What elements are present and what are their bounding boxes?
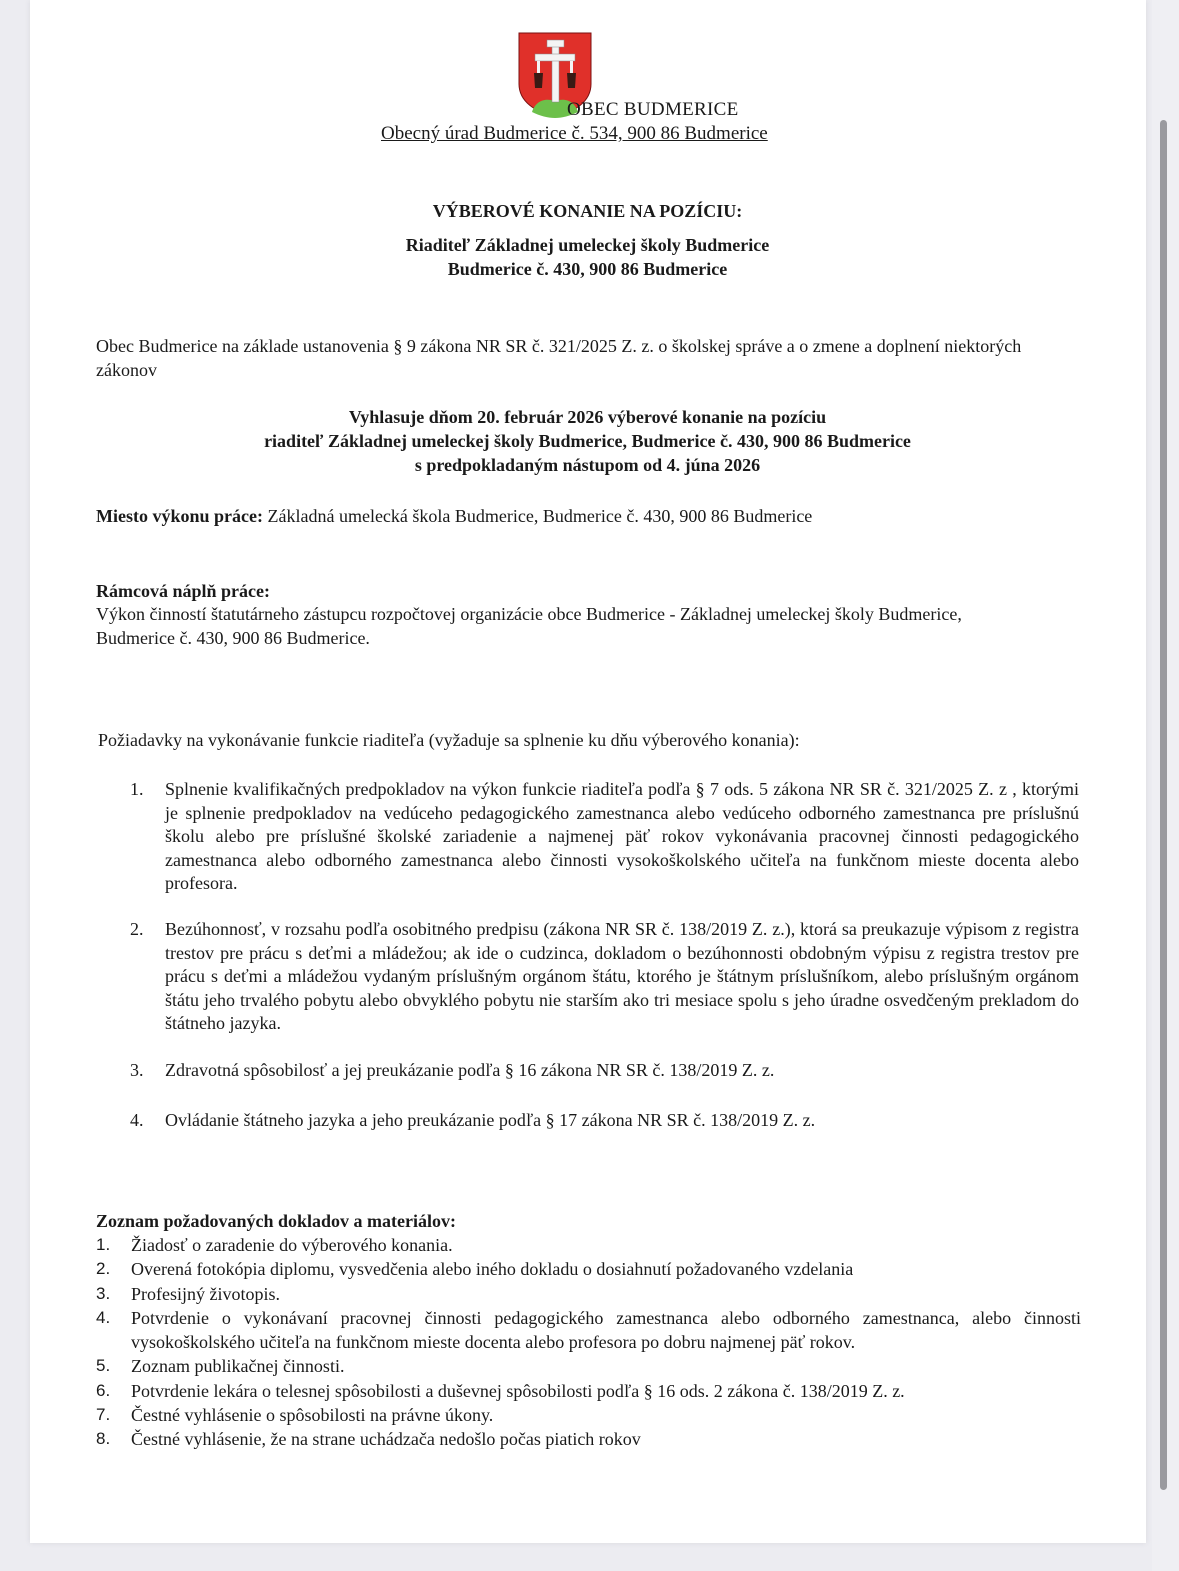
job-scope-line-1: Výkon činností štatutárneho zástupcu rozpočtovej organizácie obce Budmerice - Základnej umeleckej školy Budmerice,: [96, 604, 962, 624]
document-page: OBEC BUDMERICE Obecný úrad Budmerice č. 534, 900 86 Budmerice VÝBEROVÉ KONANIE NA POZÍCIU: Riaditeľ Základnej umeleckej školy Budmerice Budmerice č. 430, 900 86 Budmerice Obec Budmerice na základe ustanovenia § 9 zákona NR SR č. 321/2025 Z. z. o školskej správe a o zmene a doplnení niektorých zákonov Vyhlasuje dňom 20. február 2026 výberové konanie na pozíciu riaditeľ Základnej umeleckej školy Budmerice, Budmerice č. 430, 900 86 Budmerice s predpokladaným nástupom od 4. júna 2026 Miesto výkonu práce: Základná umelecká škola Budmerice, Budmerice č. 430, 900 86 Budmerice Rámcová náplň práce: Výkon činností štatutárneho zástupcu rozpočtovej organizácie obce Budmerice - Základnej umeleckej školy Budmerice, Budmerice č. 430, 900 86 Budmerice. Požiadavky na vykonávanie funkcie riaditeľa (vyžaduje sa splnenie ku dňu výberového konania): 1. Splnenie kvalifikačných predpokladov na výkon funkcie riaditeľa podľa § 7 ods. 5 zákona NR SR č. 321/2025 Z. z , ktorými je splnenie predpokladov na vedúceho pedagogického zamestnanca alebo vedúceho odborného zamestnanca pre príslušnú školu alebo pre príslušné školské zariadenie a najmenej päť rokov vykonávania pracovnej činnosti pedagogického zamestnanca alebo odborného zamestnanca alebo činnosti vysokoškolského učiteľa na funkčnom mieste docenta alebo profesora. 2. Bezúhonnosť, v rozsahu podľa osobitného predpisu (zákona NR SR č. 138/2019 Z. z.), ktorá sa preukazuje výpisom z registra trestov pre prácu s deťmi a mládežou; ak ide o cudzinca, dokladom o bezúhonnosti obdobným výpisu z registra trestov pre prácu s deťmi a mládežou vydaným príslušným orgánom štátu, ktorého je štátnym príslušníkom, alebo príslušným orgánom štátu jeho trvalého pobytu alebo obvyklého pobytu nie starším ako tri mesiace spolu s jeho úradne osvedčeným prekladom do štátneho jazyka. 3. Zdravotná spôsobilosť a jej preukázanie podľa § 16 zákona NR SR č. 138/2019 Z. z. 4. Ovládanie štátneho jazyka a jeho preukázanie podľa § 17 zákona NR SR č. 138/2019 Z. z. Zoznam požadovaných dokladov a materiálov: 1. Žiadosť o zaradenie do výberového konania. 2. Overená fotokópia diplomu, vysvedčenia alebo iného dokladu o dosiahnutí požadovaného vzdelania 3. Profesijný životopis. 4. Potvrdenie o vykonávaní pracovnej činnosti pedagogického zamestnanca alebo odborného zamestnanca, alebo činnosti vysokoškolského učiteľa na funkčnom mieste docenta alebo profesora po dobru najmenej päť rokov. 5. Zoznam publikačnej činnosti. 6. Potvrdenie lekára o telesnej spôsobilosti a duševnej spôsobilosti podľa § 16 ods. 2 zákona č. 138/2019 Z. z. 7. Čestné vyhlásenie o spôsobilosti na právne úkony. 8. Čestné vyhlásenie, že na strane uchádzača nedošlo počas piatich rokov: [30, 0, 1146, 1543]
document-item: 1. Žiadosť o zaradenie do výberového konania.: [96, 1235, 453, 1255]
document-item: 5. Zoznam publikačnej činnosti.: [96, 1356, 345, 1377]
position-address: Budmerice č. 430, 900 86 Budmerice: [447, 259, 728, 279]
requirements-intro: Požiadavky na vykonávanie funkcie riaditeľa (vyžaduje sa splnenie ku dňu výberového konania):: [98, 730, 800, 750]
document-item: 8. Čestné vyhlásenie, že na strane uchádzača nedošlo počas piatich rokov: [96, 1429, 641, 1450]
position-title: Riaditeľ Základnej umeleckej školy Budmerice: [405, 235, 770, 255]
document-item: 6. Potvrdenie lekára o telesnej spôsobilosti a duševnej spôsobilosti podľa § 16 ods. 2 zákona č. 138/2019 Z. z.: [96, 1380, 905, 1401]
documents-list: [96, 1233, 1081, 1452]
page-title: VÝBEROVÉ KONANIE NA POZÍCIU:: [432, 201, 743, 221]
workplace-value: Základná umelecká škola Budmerice, Budmerice č. 430, 900 86 Budmerice: [262, 506, 813, 526]
document-item: 4. Potvrdenie o vykonávaní pracovnej činnosti pedagogického zamestnanca alebo odborného zamestnanca, alebo činnosti vysokoškolského učiteľa na funkčnom mieste docenta alebo profesora po dobru najmenej päť rokov.: [96, 1307, 1081, 1353]
announcement-line-1: Vyhlasuje dňom 20. február 2026 výberové konanie na pozíciu: [348, 407, 827, 427]
document-item: 2. Overená fotokópia diplomu, vysvedčenia alebo iného dokladu o dosiahnutí požadovaného vzdelania: [96, 1259, 854, 1280]
job-scope-label: Rámcová náplň práce:: [96, 581, 270, 601]
document-item: 7. Čestné vyhlásenie o spôsobilosti na právne úkony.: [96, 1405, 494, 1426]
announcement-line-2: riaditeľ Základnej umeleckej školy Budmerice, Budmerice č. 430, 900 86 Budmerice: [264, 431, 911, 451]
job-scope-line-2: Budmerice č. 430, 900 86 Budmerice.: [96, 628, 370, 648]
workplace-line: [96, 504, 1081, 528]
workplace-label: Miesto výkonu práce:: [96, 506, 263, 526]
municipality-name: OBEC BUDMERICE: [567, 99, 739, 120]
intro-paragraph: Obec Budmerice na základe ustanovenia § 9 zákona NR SR č. 321/2025 Z. z. o školskej správe a o zmene a doplnení niektorých zákonov: [96, 336, 1022, 380]
documents-heading: Zoznam požadovaných dokladov a materiálov:: [96, 1211, 457, 1231]
announcement-line-3: s predpokladaným nástupom od 4. júna 2026: [414, 455, 761, 475]
scrollbar-thumb[interactable]: [1160, 120, 1167, 1490]
document-item: 3. Profesijný životopis.: [96, 1283, 280, 1304]
office-address: Obecný úrad Budmerice č. 534, 900 86 Budmerice: [381, 123, 768, 144]
